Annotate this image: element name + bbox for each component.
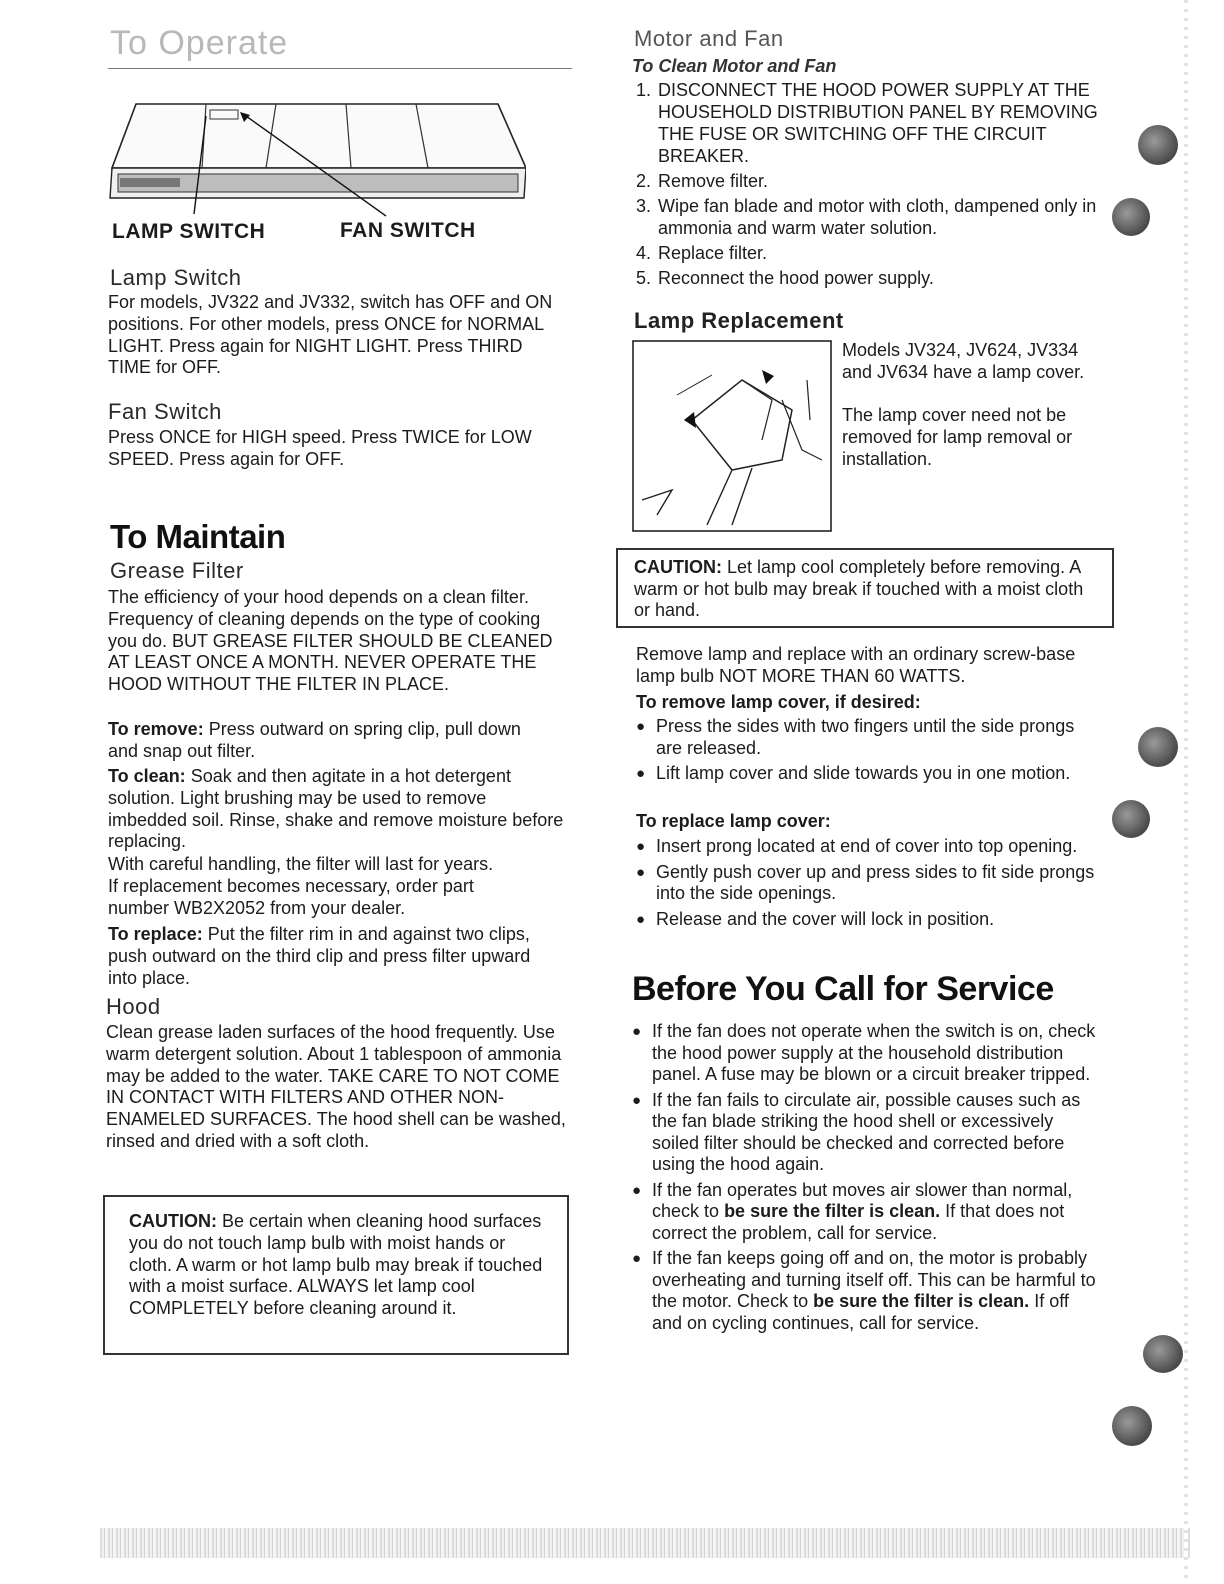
binder-hole — [1138, 125, 1178, 165]
bullet-icon: ● — [632, 1023, 642, 1040]
remove-cover-list — [634, 716, 1084, 789]
binder-hole — [1138, 727, 1178, 767]
binder-hole — [1112, 800, 1150, 838]
bullet-icon: ● — [636, 863, 646, 881]
binder-hole — [1112, 198, 1150, 236]
bullet-icon: ● — [632, 1181, 642, 1199]
hood-caution-box — [103, 1195, 569, 1355]
lamp-caution-text: Let lamp cool completely before removing. A warm or hot bulb may break if touched with a moist cloth or hand. — [634, 557, 1084, 620]
to-remove-text: Press outward on spring clip, pull down and snap out filter. — [108, 719, 521, 761]
hood-caution-text: Be certain when cleaning hood surfaces you do not touch lamp bulb with moist hands or cloth. A warm or hot lamp bulb may break if touched with a moist surface. ALWAYS let lamp cool COMPLETELY before cleaning around it. — [129, 1211, 543, 1319]
service-item: ● If the fan operates but moves air slower than normal, check to be sure the filter is clean. If that does not correct the problem, call for service. — [632, 1179, 1073, 1243]
lamp-replace-text: Remove lamp and replace with an ordinary screw-base lamp bulb NOT MORE THAN 60 WATTS. — [636, 644, 1076, 686]
to-clean-text: Soak and then agitate in a hot detergent solution. Light brushing may be used to remove imbedded soil. Rinse, shake and remove moisture before replacing. — [108, 766, 564, 852]
lamp-cover-illustration — [632, 340, 832, 532]
grease-filter-heading: Grease Filter — [110, 558, 244, 583]
lamp-switch-label: LAMP SWITCH — [112, 220, 266, 243]
to-operate-heading: To Operate — [110, 24, 289, 62]
grease-filter-intro: The efficiency of your hood depends on a clean filter. Frequency of cleaning depends on the type of cooking you do. BUT GREASE FILTER SHOULD BE CLEANED AT LEAST ONCE A MONTH. NEVER OPERATE THE HOOD WITHOUT THE FILTER IN PLACE. — [108, 587, 553, 695]
service-item: ● If the fan does not operate when the switch is on, check the hood power supply at the household distribution panel. A fuse may be blown or a circuit breaker tripped. — [632, 1021, 1096, 1084]
remove-cover-item: ● Press the sides with two fingers until the side prongs are released. — [636, 716, 1075, 758]
replace-cover-list — [634, 836, 1096, 934]
bullet-icon: ● — [636, 910, 646, 928]
bullet-icon: ● — [636, 838, 646, 855]
motor-fan-step: 2. Remove filter. — [656, 170, 1106, 192]
bullet-icon: ● — [632, 1091, 642, 1109]
lamp-caution-lead: CAUTION: — [634, 557, 722, 577]
remove-cover-item: ● Lift lamp cover and slide towards you in one motion. — [636, 763, 1071, 783]
lamp-models-text: Models JV324, JV624, JV334 and JV634 have a lamp cover. — [842, 340, 1085, 382]
fan-switch-text: Press ONCE for HIGH speed. Press TWICE for LOW SPEED. Press again for OFF. — [108, 427, 532, 469]
to-replace-lead: To replace: — [108, 924, 203, 944]
lamp-cover-text: The lamp cover need not be removed for lamp removal or installation. — [842, 405, 1073, 469]
binder-hole — [1143, 1335, 1183, 1373]
to-clean-paragraph — [108, 766, 570, 853]
lamp-switch-text: For models, JV322 and JV332, switch has OFF and ON positions. For other models, press ONCE for NORMAL LIGHT. Press again for NIGHT LIGHT. Press THIRD TIME for OFF. — [108, 292, 553, 378]
hood-controls-illustration — [106, 96, 526, 226]
filter-handling-text: With careful handling, the filter will last for years. — [108, 854, 494, 874]
bullet-icon: ● — [636, 718, 646, 735]
motor-fan-heading: Motor and Fan — [634, 26, 784, 51]
motor-fan-step: 4. Replace filter. — [656, 242, 1106, 264]
hood-text: Clean grease laden surfaces of the hood frequently. Use warm detergent solution. About 1 tablespoon of ammonia may be added to the water. TAKE CARE TO NOT COME IN CONTACT WITH FILTERS AND OTHER NON-ENAMELED SURFACES. The hood shell can be washed, rinsed and dried with a soft cloth. — [106, 1022, 566, 1151]
to-clean-lead: To clean: — [108, 766, 186, 786]
remove-cover-heading: To remove lamp cover, if desired: — [636, 692, 921, 712]
replace-cover-heading: To replace lamp cover: — [636, 811, 831, 831]
replace-cover-item: ● Gently push cover up and press sides to fit side prongs into the side openings. — [636, 861, 1095, 903]
scan-edge-strip — [100, 1528, 1190, 1558]
lamp-switch-heading: Lamp Switch — [110, 265, 242, 290]
motor-fan-step: 5. Reconnect the hood power supply. — [656, 267, 1106, 289]
motor-fan-step: 3. Wipe fan blade and motor with cloth, dampened only in ammonia and warm water solution. — [656, 195, 1106, 239]
to-remove-paragraph — [108, 719, 548, 763]
lamp-caution-box — [616, 548, 1114, 628]
bullet-icon: ● — [636, 765, 646, 782]
lamp-replacement-heading: Lamp Replacement — [634, 308, 844, 333]
fan-switch-label: FAN SWITCH — [340, 219, 476, 242]
to-replace-text: Put the filter rim in and against two clips, push outward on the third clip and press filter upward into place. — [108, 924, 531, 988]
fan-switch-heading: Fan Switch — [108, 399, 222, 424]
service-item: ● If the fan keeps going off and on, the motor is probably overheating and turning itself off. This can be harmful to the motor. Check to be sure the filter is clean. If off and on cycling continues, call for service. — [632, 1248, 1096, 1333]
filter-replacement-text: If replacement becomes necessary, order part number WB2X2052 from your dealer. — [108, 876, 474, 918]
service-list — [630, 1021, 1100, 1338]
scan-edge-right — [1184, 0, 1188, 1584]
replace-cover-item: ● Release and the cover will lock in position. — [636, 908, 995, 929]
motor-fan-subheading: To Clean Motor and Fan — [632, 56, 837, 76]
to-replace-paragraph — [108, 924, 548, 989]
service-item: ● If the fan fails to circulate air, possible causes such as the fan blade striking the hood shell or excessively soiled filter should be checked and corrected before using the hood again. — [632, 1089, 1081, 1174]
to-remove-lead: To remove: — [108, 719, 204, 739]
motor-fan-steps — [632, 79, 1106, 292]
hood-caution-text-block — [129, 1211, 545, 1320]
hood-heading: Hood — [106, 994, 161, 1019]
binder-hole — [1112, 1406, 1152, 1446]
motor-fan-step: 1. DISCONNECT THE HOOD POWER SUPPLY AT THE HOUSEHOLD DISTRIBUTION PANEL BY REMOVING THE FUSE OR SWITCHING OFF THE CIRCUIT BREAKER. — [656, 79, 1106, 167]
to-maintain-heading: To Maintain — [110, 518, 286, 555]
heading-rule — [108, 68, 572, 69]
replace-cover-item: ● Insert prong located at end of cover into top opening. — [636, 836, 1078, 856]
service-heading: Before You Call for Service — [632, 970, 1054, 1008]
hood-caution-lead: CAUTION: — [129, 1211, 217, 1231]
bullet-icon: ● — [632, 1250, 642, 1267]
lamp-caution-text-block — [634, 557, 1098, 622]
